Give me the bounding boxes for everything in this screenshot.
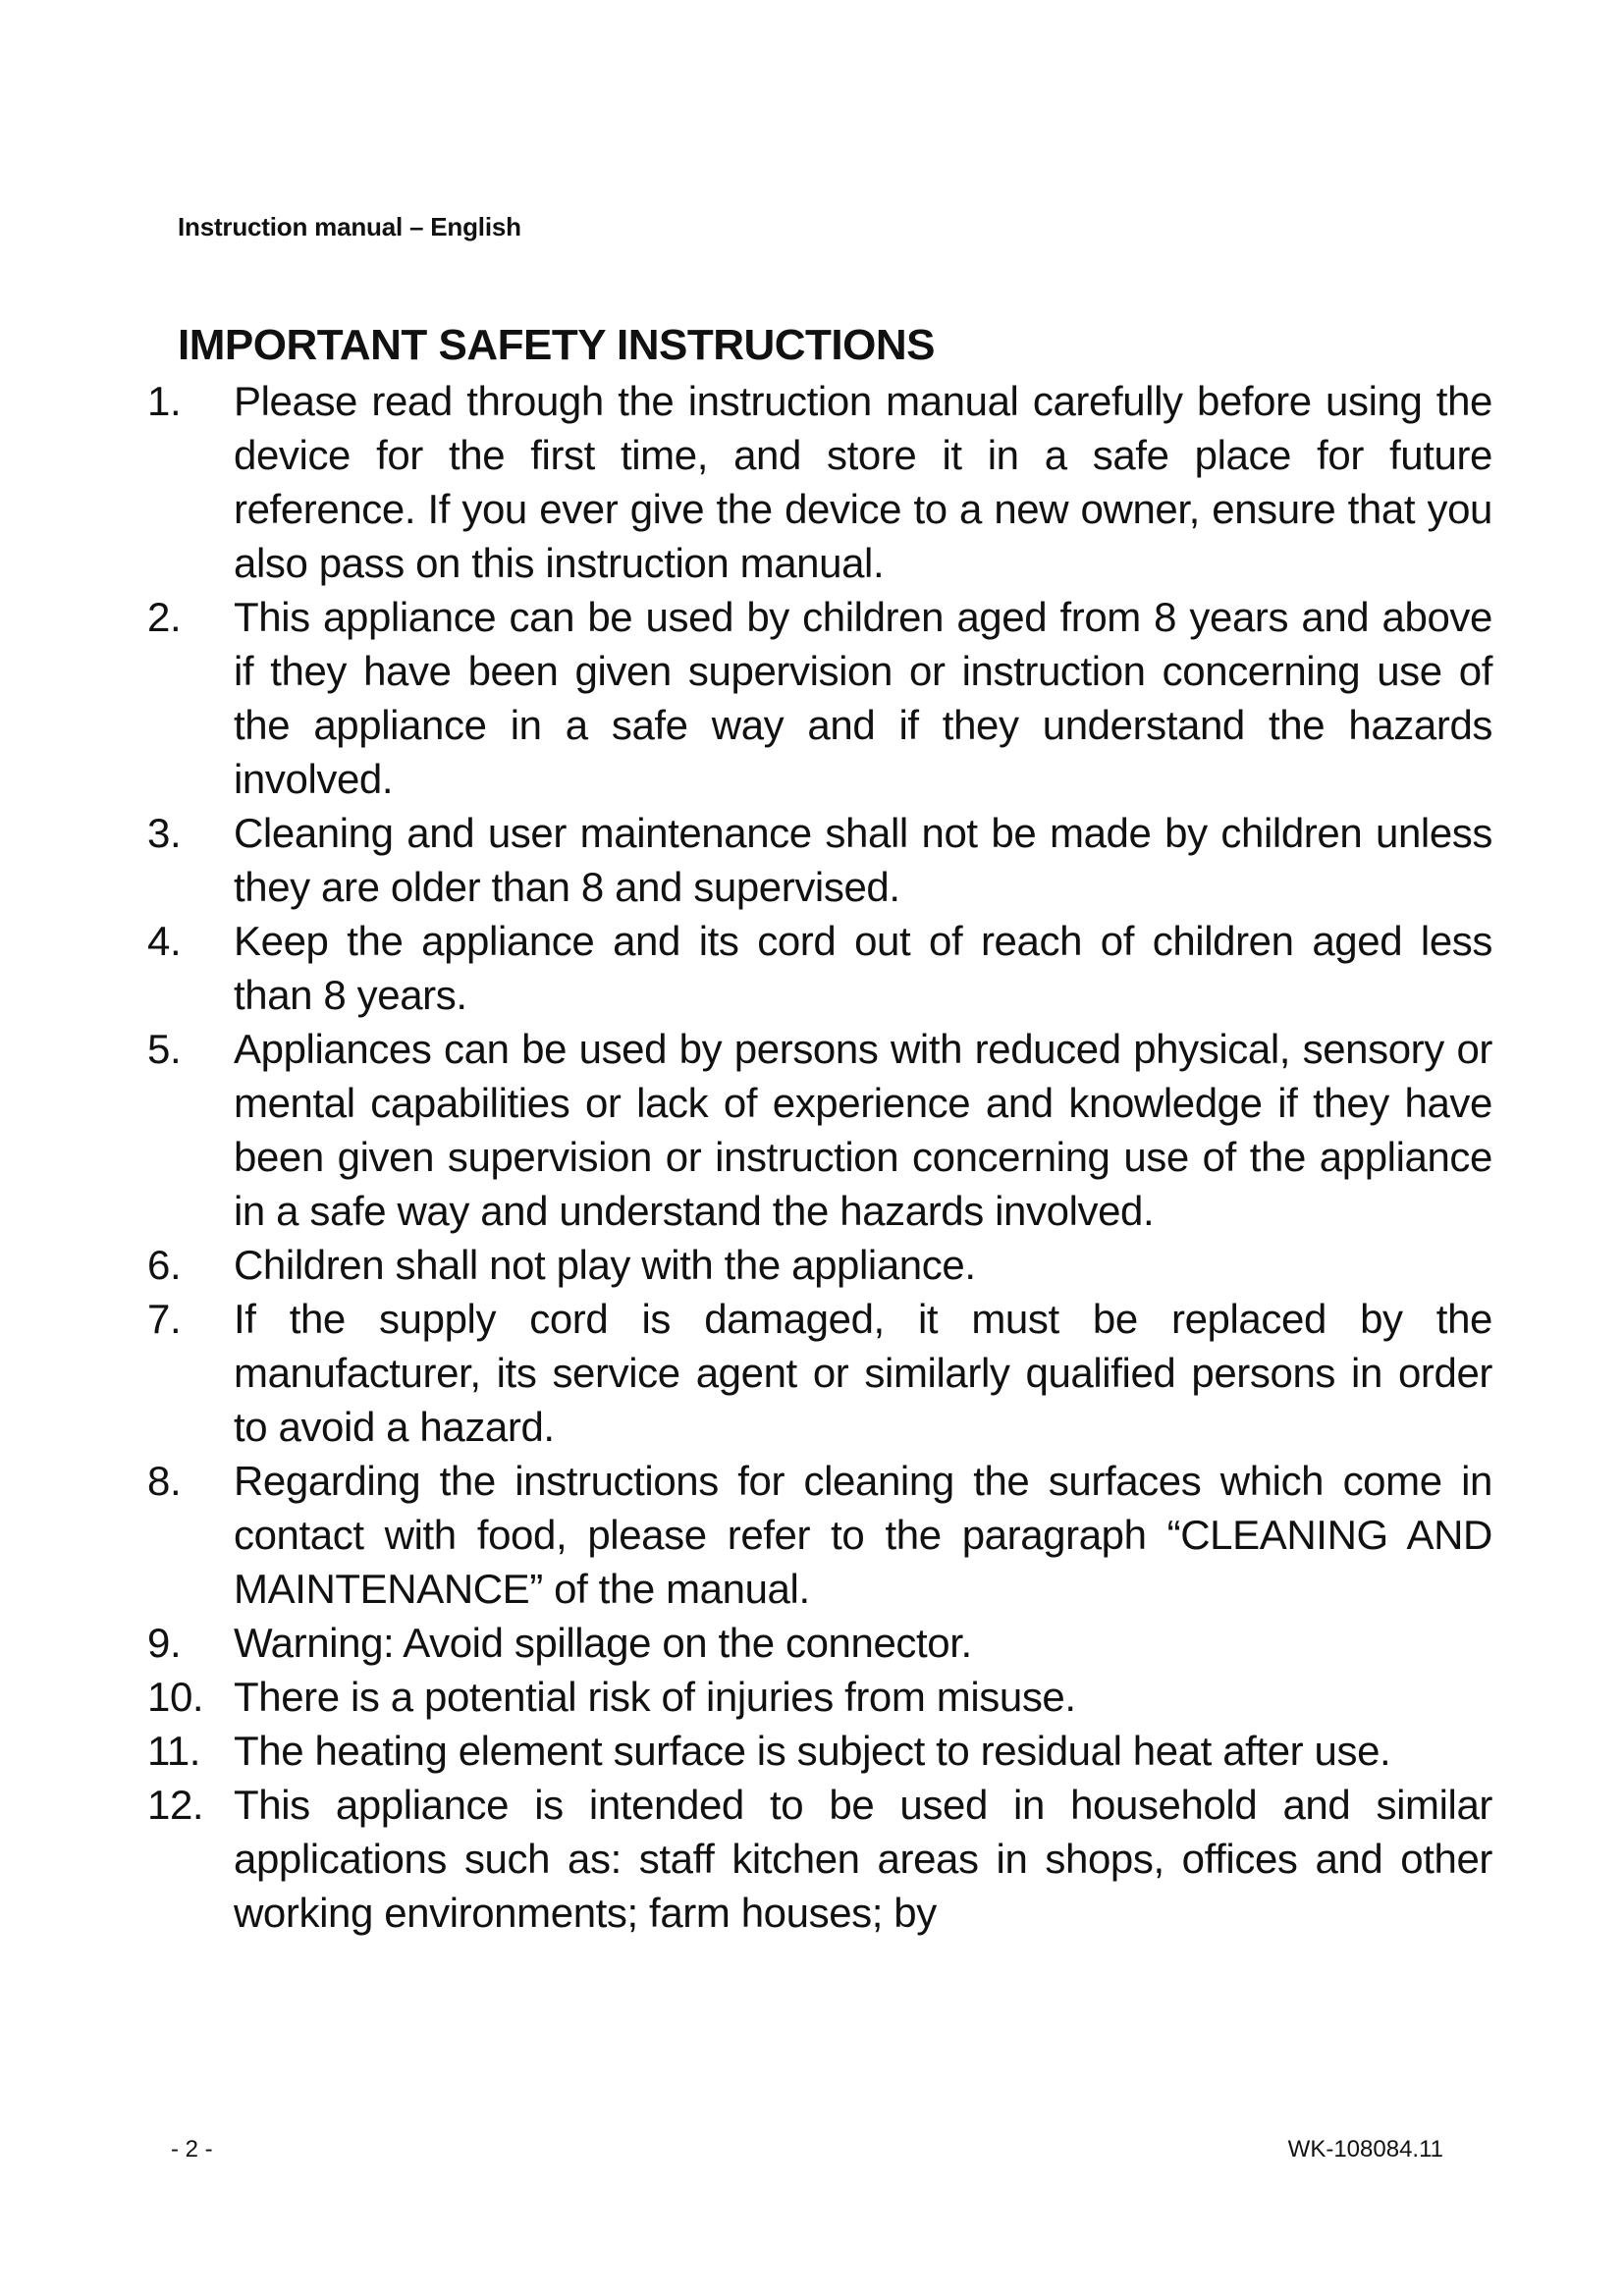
page-heading: IMPORTANT SAFETY INSTRUCTIONS <box>178 321 935 369</box>
item-number: 4. <box>147 918 182 964</box>
item-text: Regarding the instructions for cleaning the surfaces which come in contact with food, please refer to the paragraph “CLEANING AND MAINTENANCE” of the manual. <box>234 1458 1492 1612</box>
item-text: Cleaning and user maintenance shall not be made by children unless they are older than 8 and supervised. <box>234 810 1492 910</box>
item-number: 9. <box>147 1620 182 1666</box>
item-text: Children shall not play with the appliance. <box>234 1242 976 1288</box>
instruction-item-7 <box>147 1292 1492 1454</box>
item-number: 11. <box>147 1728 201 1774</box>
item-number: 12. <box>147 1782 204 1828</box>
item-number: 7. <box>147 1296 182 1342</box>
instruction-item-11 <box>147 1724 1492 1778</box>
footer-page-number: - 2 - <box>171 2136 213 2163</box>
instruction-item-6 <box>147 1238 1492 1292</box>
instruction-item-10 <box>147 1670 1492 1724</box>
item-text: Warning: Avoid spillage on the connector. <box>234 1620 972 1666</box>
item-text: This appliance can be used by children aged from 8 years and above if they have been given supervision or instruction concerning use of the appliance in a safe way and if they understand the hazards involved. <box>234 594 1492 802</box>
instruction-item-3 <box>147 806 1492 914</box>
safety-instructions-list <box>147 374 1492 1940</box>
item-text: There is a potential risk of injuries from misuse. <box>234 1674 1076 1720</box>
item-number: 10. <box>147 1674 204 1720</box>
item-number: 8. <box>147 1458 182 1504</box>
item-number: 2. <box>147 594 182 640</box>
item-number: 6. <box>147 1242 182 1288</box>
footer-document-code: WK-108084.11 <box>1287 2136 1443 2163</box>
item-text: Keep the appliance and its cord out of reach of children aged less than 8 years. <box>234 918 1492 1018</box>
item-number: 5. <box>147 1026 182 1072</box>
instruction-item-2 <box>147 590 1492 806</box>
header-label: Instruction manual – English <box>178 212 521 241</box>
item-text: If the supply cord is damaged, it must be replaced by the manufacturer, its service agent or similarly qualified persons in order to avoid a hazard. <box>234 1296 1492 1450</box>
instruction-item-8 <box>147 1454 1492 1616</box>
instruction-item-1 <box>147 374 1492 590</box>
item-number: 1. <box>147 378 182 424</box>
item-text: Please read through the instruction manual carefully before using the device for the first time, and store it in a safe place for future reference. If you ever give the device to a new owner, ensure that you also pass on this instruction manual. <box>234 378 1492 586</box>
instruction-item-9 <box>147 1616 1492 1670</box>
item-text: The heating element surface is subject to residual heat after use. <box>234 1728 1391 1774</box>
instruction-item-5 <box>147 1022 1492 1238</box>
item-text: This appliance is intended to be used in household and similar applications such as: staff kitchen areas in shops, offices and other working environments; farm houses; by <box>234 1782 1492 1936</box>
instruction-item-4 <box>147 914 1492 1022</box>
instruction-item-12 <box>147 1778 1492 1940</box>
item-number: 3. <box>147 810 182 856</box>
item-text: Appliances can be used by persons with reduced physical, sensory or mental capabilities or lack of experience and knowledge if they have been given supervision or instruction concerning use of the appliance in a safe way and understand the hazards involved. <box>234 1026 1492 1234</box>
